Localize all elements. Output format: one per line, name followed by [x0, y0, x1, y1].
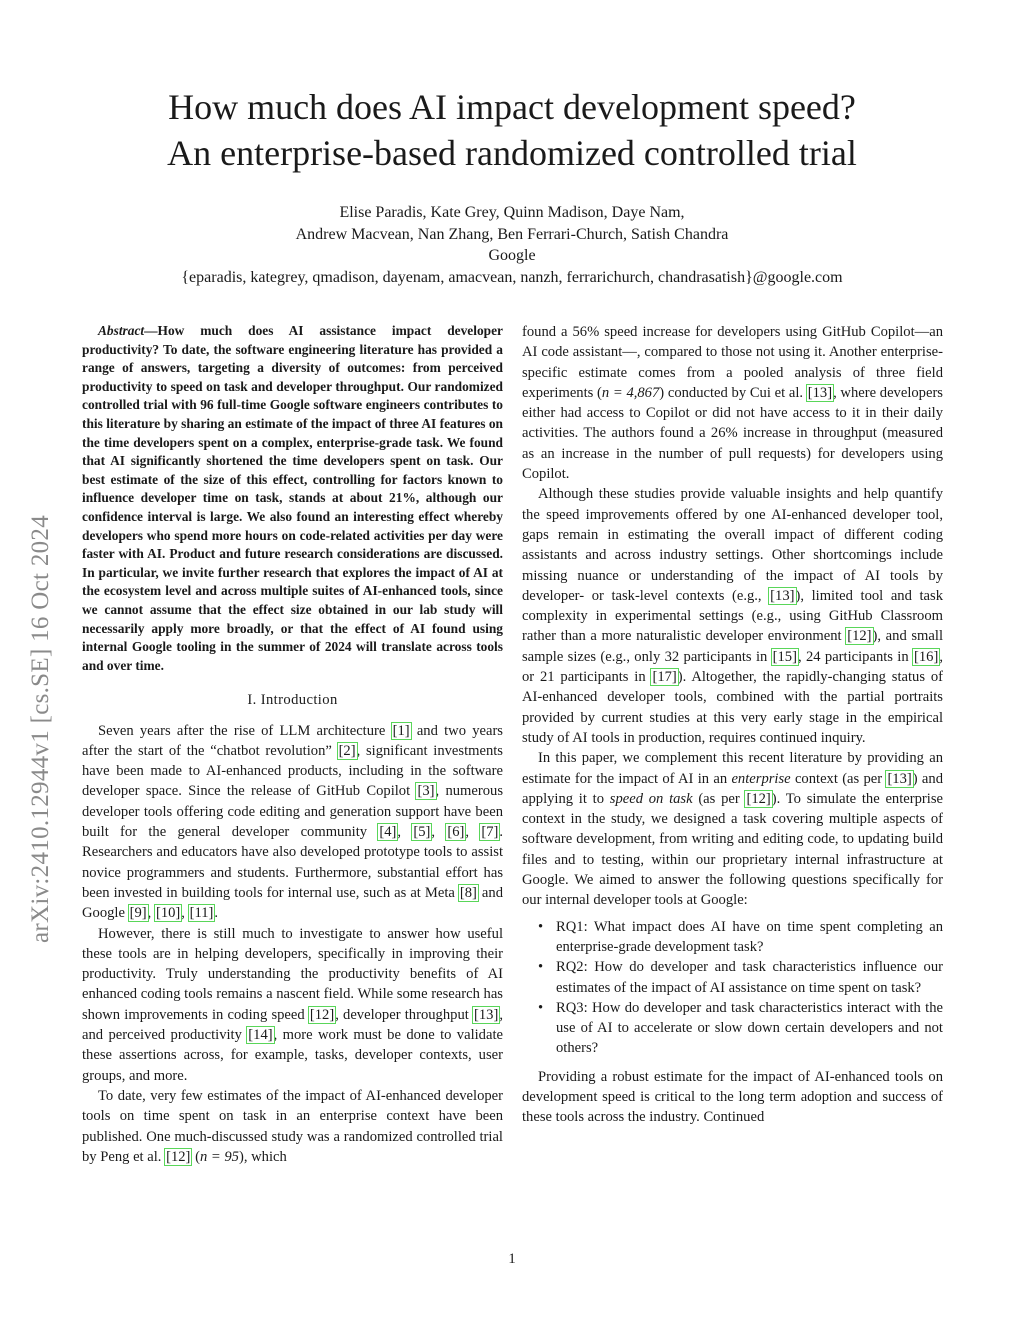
abstract-label: Abstract	[98, 323, 145, 338]
research-questions-list	[522, 917, 943, 1059]
intro-paragraph-2: However, there is still much to investigate to answer how useful these tools are in helping developers, specifically in improving their productivity. Truly understanding the productivity benefits of AI enhanced coding tools remains a nascent field. While some research has shown improvements in coding speed [12], developer throughput [13], and perceived productivity [14], more work must be done to validate these assertions across, for example, tasks, developer contexts, user groups, and more.	[82, 925, 503, 1084]
intro-paragraph-6: In this paper, we complement this recent literature by providing an estimate for the impact of AI in an enterprise context (as per [13]) and applying it to speed on task (as per [12]). To simulate the enterprise context in the study, we designed a task covering multiple aspects of software development, from writing and editing code, to updating build files and to testing, within our proprietary internal infrastructure at Google. We aimed to answer the following questions specifically for our internal developer tools at Google:	[522, 750, 943, 909]
author-emails: {eparadis, kategrey, qmadison, dayenam, amacvean, nanzh, ferrarichurch, chandrasatish}@google.com	[181, 268, 843, 286]
sample-size: n = 4,867	[601, 384, 660, 401]
left-column	[82, 322, 503, 1167]
citation-link[interactable]: [13]	[474, 1006, 499, 1023]
research-question-2: • RQ2: How do developer and task characteristics influence our estimates of the impact of AI assistance on time spent on task?	[556, 957, 943, 998]
author-block	[0, 202, 1024, 288]
citation-link[interactable]: [12]	[746, 790, 771, 807]
right-column	[522, 322, 943, 1128]
citation-link[interactable]: [8]	[459, 884, 477, 901]
citation-link[interactable]: [13]	[770, 587, 795, 604]
citation-link[interactable]: [10]	[155, 905, 181, 922]
citation-link[interactable]: [4]	[379, 824, 397, 841]
title-line-1: How much does AI impact development speed?	[168, 87, 856, 127]
abstract	[82, 322, 503, 675]
citation-link[interactable]: [9]	[129, 905, 147, 922]
section-heading-introduction: I. Introduction	[247, 692, 338, 709]
intro-paragraph-1: Seven years after the rise of LLM architecture [1] and two years after the start of the “chatbot revolution” [2], significant investments have been made to AI-enhanced products, including in the software developer space. Since the release of GitHub Copilot [3], numerous developer tools offering code editing and generation support have been built for the general developer community [4], [5], [6], [7]. Researchers and educators have also developed prototype tools to assist novice programmers and students. Furthermore, substantial effort has been invested in building tools for internal use, such as at Meta [8] and Google [9], [10], [11].	[82, 722, 504, 922]
citation-link[interactable]: [1]	[392, 722, 410, 739]
affiliation: Google	[488, 247, 536, 264]
citation-link[interactable]: [15]	[772, 648, 797, 665]
citation-link[interactable]: [5]	[413, 824, 431, 841]
citation-link[interactable]: [13]	[807, 384, 833, 401]
citation-link[interactable]: [14]	[248, 1027, 273, 1044]
authors-line-2: Andrew Macvean, Nan Zhang, Ben Ferrari-Church, Satish Chandra	[295, 225, 729, 243]
research-question-3: • RQ3: How do developer and task characteristics interact with the use of AI to accelerate or slow down certain developers and not others?	[556, 998, 943, 1059]
research-question-1: • RQ1: What impact does AI have on time spent completing an enterprise-grade development task?	[556, 917, 943, 958]
paper-title	[0, 84, 1024, 176]
citation-link[interactable]: [6]	[447, 824, 465, 841]
citation-link[interactable]: [2]	[338, 742, 356, 759]
citation-link[interactable]: [17]	[652, 669, 677, 686]
citation-link[interactable]: [13]	[887, 770, 912, 787]
citation-link[interactable]: [12]	[847, 628, 872, 645]
citation-link[interactable]: [12]	[309, 1006, 335, 1023]
title-line-2: An enterprise-based randomized controlled trial	[167, 133, 857, 173]
citation-link[interactable]: [11]	[189, 905, 214, 922]
page-number: 1	[508, 1251, 516, 1267]
citation-link[interactable]: [7]	[481, 824, 499, 841]
authors-line-1: Elise Paradis, Kate Grey, Quinn Madison, Daye Nam,	[339, 204, 685, 221]
citation-link[interactable]: [3]	[417, 783, 435, 800]
intro-paragraph-4: found a 56% speed increase for developers using GitHub Copilot—an AI code assistant—, compared to those not using it. Another enterprise-specific estimate comes from a pooled analysis of three field experiments (n = 4,867) conducted by Cui et al. [13], where developers either had access to Copilot or did not have access to it in their daily activities. The authors found a 26% increase in throughput (measured as an increase in the number of pull requests) for developers using Copilot.	[522, 324, 943, 483]
intro-paragraph-5: Although these studies provide valuable insights and help quantify the speed improvements offered by one AI-enhanced developer tool, gaps remain in estimating the overall impact of different coding assistants and across industry settings. Other shortcomings include missing nuance or understanding of the impact of AI tools by developer- or task-level contexts (e.g., [13]), limited tool and task complexity in experimental settings (e.g., using GitHub Classroom rather than a more naturalistic developer environment [12]), and small sample sizes (e.g., only 32 participants in [15], 24 participants in [16], or 21 participants in [17]). Altogether, the rapidly-changing status of AI-enhanced developer tools, combined with the partial portraits provided by current studies at this very early stage in the empirical study of AI tools in production, requires continued inquiry.	[522, 486, 943, 746]
emphasis: enterprise	[731, 770, 791, 787]
citation-link[interactable]: [12]	[166, 1148, 191, 1165]
intro-paragraph-7: Providing a robust estimate for the impact of AI-enhanced tools on development speed is critical to the long term adoption and success of these tools across the industry. Continued	[522, 1068, 943, 1126]
arxiv-identifier: arXiv:2410.12944v1 [cs.SE] 16 Oct 2024	[27, 514, 54, 943]
abstract-text: —How much does AI assistance impact developer productivity? To date, the software engineering literature has provided a range of answers, targeting a diversity of outcomes: from perceived productivity to speed on task and developer throughput. Our randomized controlled trial with 96 full-time Google software engineers contributes to this literature by sharing an estimate of the impact of three AI features on the time developers spent on a complex, enterprise-grade task. We found that AI significantly shortened the time developers spent on task. Our best estimate of the size of this effect, controlling for factors known to influence developer time on task, stands at about 21%, although our confidence interval is large. We also found an interesting effect whereby developers who spend more hours on code-related activities per day were faster with AI. Product and future research considerations are discussed. In particular, we invite further research that explores the impact of AI at the ecosystem level and across multiple suites of AI-enhanced tools, since we cannot assume that the effect size obtained in our lab study will necessarily apply more broadly, or that the effect of AI found using internal Google tooling in the summer of 2024 will translate across tools and over time.	[82, 323, 503, 673]
sample-size: n = 95	[199, 1148, 239, 1165]
emphasis: speed on task	[609, 790, 693, 807]
citation-link[interactable]: [16]	[914, 648, 939, 665]
intro-paragraph-3: To date, very few estimates of the impact of AI-enhanced developer tools on time spent on task in an enterprise context have been published. One much-discussed study was a randomized controlled trial by Peng et al. [12] (n = 95), which	[82, 1087, 503, 1165]
